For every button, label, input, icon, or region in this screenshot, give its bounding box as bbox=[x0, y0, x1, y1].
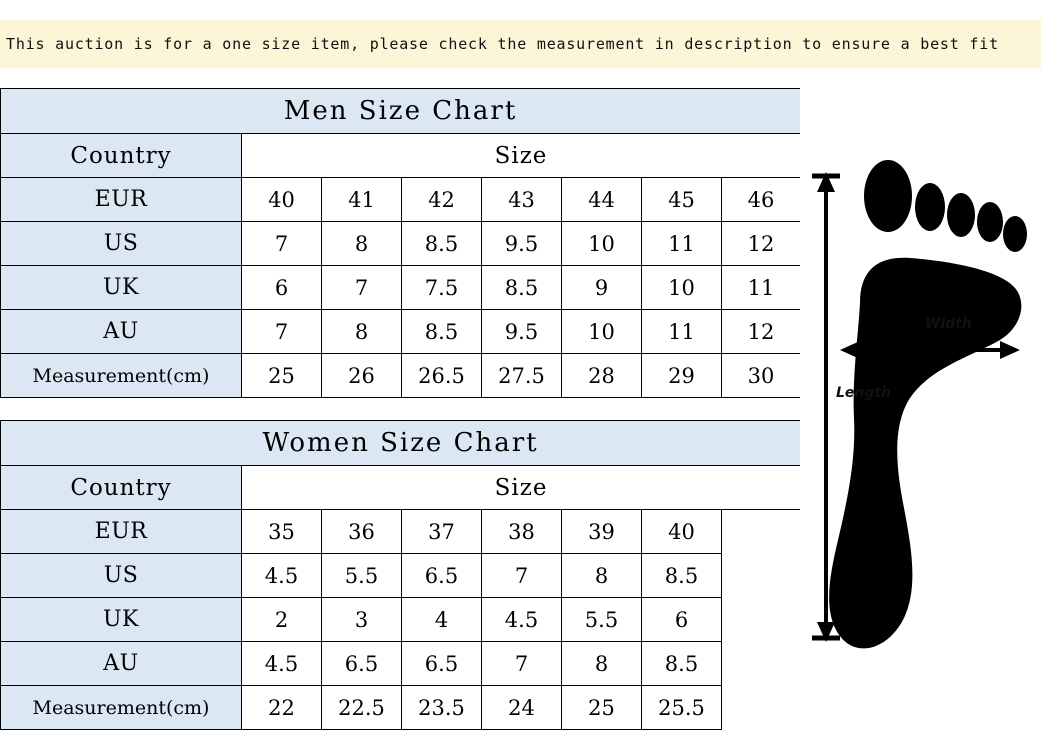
men-measurement-0: 25 bbox=[242, 354, 322, 398]
women-row-label-measurement: Measurement(cm) bbox=[1, 686, 242, 730]
women-measurement-3: 24 bbox=[482, 686, 562, 730]
men-uk-6: 11 bbox=[722, 266, 801, 310]
men-au-2: 8.5 bbox=[402, 310, 482, 354]
women-uk-2: 4 bbox=[402, 598, 482, 642]
table-row bbox=[1, 466, 801, 510]
women-country-header: Country bbox=[1, 466, 242, 510]
women-au-5: 8.5 bbox=[642, 642, 722, 686]
foot-diagram-panel bbox=[800, 88, 1041, 717]
women-uk-empty bbox=[722, 598, 801, 642]
women-uk-5: 6 bbox=[642, 598, 722, 642]
women-uk-4: 5.5 bbox=[562, 598, 642, 642]
width-label: Width bbox=[925, 316, 972, 332]
women-chart-title: Women Size Chart bbox=[1, 421, 801, 466]
women-eur-empty bbox=[722, 510, 801, 554]
women-us-empty bbox=[722, 554, 801, 598]
men-size-chart bbox=[0, 88, 801, 398]
men-row-label-au: AU bbox=[1, 310, 242, 354]
women-au-3: 7 bbox=[482, 642, 562, 686]
table-row bbox=[1, 89, 801, 134]
women-measurement-4: 25 bbox=[562, 686, 642, 730]
table-row bbox=[1, 134, 801, 178]
length-label: Length bbox=[836, 385, 892, 401]
men-size-header: Size bbox=[242, 134, 801, 178]
table-row bbox=[1, 354, 801, 398]
auction-banner-text: This auction is for a one size item, please check the measurement in description to ensure a best fit bbox=[6, 35, 999, 53]
men-us-2: 8.5 bbox=[402, 222, 482, 266]
men-us-5: 11 bbox=[642, 222, 722, 266]
women-us-3: 7 bbox=[482, 554, 562, 598]
women-eur-1: 36 bbox=[322, 510, 402, 554]
women-uk-1: 3 bbox=[322, 598, 402, 642]
men-uk-4: 9 bbox=[562, 266, 642, 310]
women-row-label-us: US bbox=[1, 554, 242, 598]
men-au-4: 10 bbox=[562, 310, 642, 354]
men-row-label-us: US bbox=[1, 222, 242, 266]
table-row bbox=[1, 222, 801, 266]
table-row bbox=[1, 642, 801, 686]
men-us-1: 8 bbox=[322, 222, 402, 266]
men-uk-2: 7.5 bbox=[402, 266, 482, 310]
men-us-0: 7 bbox=[242, 222, 322, 266]
table-row bbox=[1, 554, 801, 598]
women-eur-4: 39 bbox=[562, 510, 642, 554]
women-size-chart bbox=[0, 420, 801, 730]
women-eur-0: 35 bbox=[242, 510, 322, 554]
men-uk-3: 8.5 bbox=[482, 266, 562, 310]
footprint-icon bbox=[829, 160, 1027, 648]
women-size-header: Size bbox=[242, 466, 801, 510]
men-eur-2: 42 bbox=[402, 178, 482, 222]
women-au-empty bbox=[722, 642, 801, 686]
women-row-label-au: AU bbox=[1, 642, 242, 686]
charts-spacer bbox=[0, 398, 800, 420]
women-eur-3: 38 bbox=[482, 510, 562, 554]
men-eur-3: 43 bbox=[482, 178, 562, 222]
table-row bbox=[1, 598, 801, 642]
women-eur-5: 40 bbox=[642, 510, 722, 554]
men-us-4: 10 bbox=[562, 222, 642, 266]
men-measurement-6: 30 bbox=[722, 354, 801, 398]
men-row-label-measurement: Measurement(cm) bbox=[1, 354, 242, 398]
women-uk-3: 4.5 bbox=[482, 598, 562, 642]
men-uk-1: 7 bbox=[322, 266, 402, 310]
men-us-3: 9.5 bbox=[482, 222, 562, 266]
women-measurement-1: 22.5 bbox=[322, 686, 402, 730]
men-measurement-5: 29 bbox=[642, 354, 722, 398]
women-us-5: 8.5 bbox=[642, 554, 722, 598]
men-chart-title: Men Size Chart bbox=[1, 89, 801, 134]
women-row-label-eur: EUR bbox=[1, 510, 242, 554]
men-au-5: 11 bbox=[642, 310, 722, 354]
men-au-1: 8 bbox=[322, 310, 402, 354]
table-row bbox=[1, 178, 801, 222]
women-row-label-uk: UK bbox=[1, 598, 242, 642]
men-country-header: Country bbox=[1, 134, 242, 178]
women-measurement-2: 23.5 bbox=[402, 686, 482, 730]
women-us-0: 4.5 bbox=[242, 554, 322, 598]
women-us-2: 6.5 bbox=[402, 554, 482, 598]
women-measurement-0: 22 bbox=[242, 686, 322, 730]
table-row bbox=[1, 421, 801, 466]
men-measurement-1: 26 bbox=[322, 354, 402, 398]
foot-diagram-svg bbox=[800, 88, 1041, 717]
women-au-2: 6.5 bbox=[402, 642, 482, 686]
men-row-label-uk: UK bbox=[1, 266, 242, 310]
table-row bbox=[1, 310, 801, 354]
men-measurement-2: 26.5 bbox=[402, 354, 482, 398]
men-measurement-4: 28 bbox=[562, 354, 642, 398]
women-measurement-empty bbox=[722, 686, 801, 730]
table-row bbox=[1, 686, 801, 730]
men-eur-4: 44 bbox=[562, 178, 642, 222]
women-us-4: 8 bbox=[562, 554, 642, 598]
women-au-1: 6.5 bbox=[322, 642, 402, 686]
women-us-1: 5.5 bbox=[322, 554, 402, 598]
men-eur-0: 40 bbox=[242, 178, 322, 222]
table-row bbox=[1, 510, 801, 554]
men-eur-5: 45 bbox=[642, 178, 722, 222]
men-uk-5: 10 bbox=[642, 266, 722, 310]
men-au-6: 12 bbox=[722, 310, 801, 354]
size-charts-container bbox=[0, 88, 800, 730]
men-row-label-eur: EUR bbox=[1, 178, 242, 222]
men-measurement-3: 27.5 bbox=[482, 354, 562, 398]
men-eur-6: 46 bbox=[722, 178, 801, 222]
men-au-3: 9.5 bbox=[482, 310, 562, 354]
auction-banner bbox=[0, 20, 1041, 68]
women-measurement-5: 25.5 bbox=[642, 686, 722, 730]
men-eur-1: 41 bbox=[322, 178, 402, 222]
women-uk-0: 2 bbox=[242, 598, 322, 642]
men-uk-0: 6 bbox=[242, 266, 322, 310]
table-row bbox=[1, 266, 801, 310]
men-au-0: 7 bbox=[242, 310, 322, 354]
women-au-0: 4.5 bbox=[242, 642, 322, 686]
women-au-4: 8 bbox=[562, 642, 642, 686]
men-us-6: 12 bbox=[722, 222, 801, 266]
women-eur-2: 37 bbox=[402, 510, 482, 554]
